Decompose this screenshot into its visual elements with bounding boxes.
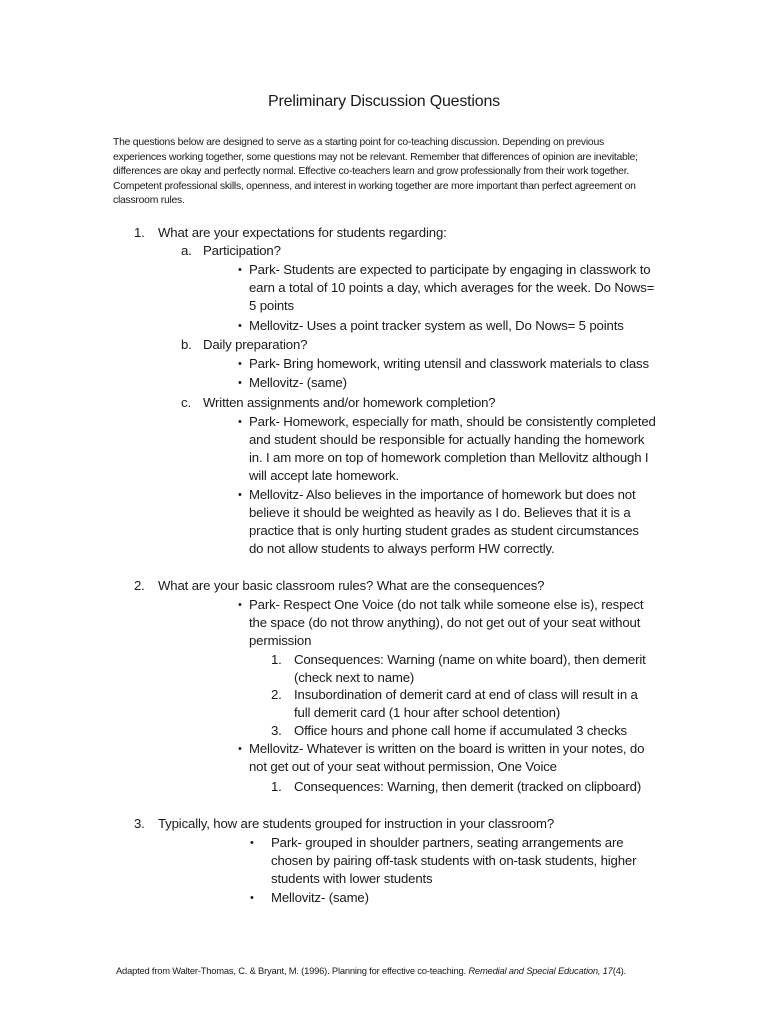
citation-footer [116, 965, 676, 976]
citation-text: Adapted from Walter-Thomas, C. & Bryant, M. (1996). Planning for effective co-teaching. [116, 965, 469, 976]
q1-b-text: Daily preparation? [203, 337, 308, 352]
q2-cons-3: Office hours and phone call home if accumulated 3 checks [294, 723, 627, 738]
question-1-number: 1. [134, 225, 145, 240]
bullet-icon: • [238, 377, 242, 389]
bullet-icon: • [238, 320, 242, 332]
q1-a-text: Participation? [203, 243, 281, 258]
document-title: Preliminary Discussion Questions [268, 93, 500, 110]
bullet-icon: • [238, 358, 242, 370]
bullet-icon: • [238, 489, 242, 501]
q2-cons-2: Insubordination of demerit card at end of class will result in a full demerit card (1 hour after school detention) [294, 687, 638, 720]
q3-mellovitz: Mellovitz- (same) [271, 890, 369, 905]
question-2-number: 2. [134, 578, 145, 593]
citation-journal: Remedial and Special Education, 17 [468, 965, 613, 976]
q1-c-text: Written assignments and/or homework completion? [203, 395, 496, 410]
q2-cons-4-number: 1. [271, 779, 282, 794]
citation-issue: (4). [612, 965, 626, 976]
question-1-text: What are your expectations for students regarding: [158, 225, 447, 240]
q2-mellovitz: Mellovitz- Whatever is written on the board is written in your notes, do not get out of your seat without permission, One Voice [249, 741, 645, 774]
q2-cons-3-number: 3. [271, 723, 282, 738]
bullet-icon: • [250, 892, 254, 904]
bullet-icon: • [250, 837, 254, 849]
q1-b-park: Park- Bring homework, writing utensil and classwork materials to class [249, 356, 649, 371]
q1-a-mellovitz: Mellovitz- Uses a point tracker system as well, Do Nows= 5 points [249, 318, 624, 333]
bullet-icon: • [238, 743, 242, 755]
q1-c-letter: c. [181, 395, 191, 410]
q2-park: Park- Respect One Voice (do not talk while someone else is), respect the space (do not throw anything), do not get out of your seat without permission [249, 597, 644, 648]
q2-cons-1-number: 1. [271, 652, 282, 667]
bullet-icon: • [238, 416, 242, 428]
question-3-text: Typically, how are students grouped for instruction in your classroom? [158, 816, 555, 831]
bullet-icon: • [238, 264, 242, 276]
q1-a-letter: a. [181, 243, 192, 258]
q1-c-mellovitz: Mellovitz- Also believes in the importance of homework but does not believe it should be weighted as heavily as I do. Believes that it is a practice that is only hurting student grades as student circumstances do not allow students to always perform HW correctly. [249, 487, 639, 556]
q2-cons-1: Consequences: Warning (name on white board), then demerit (check next to name) [294, 652, 646, 685]
question-2-text: What are your basic classroom rules? What are the consequences? [158, 578, 545, 593]
q2-cons-4: Consequences: Warning, then demerit (tracked on clipboard) [294, 779, 642, 794]
q2-cons-2-number: 2. [271, 687, 282, 702]
q1-a-park: Park- Students are expected to participate by engaging in classwork to earn a total of 10 points a day, which averages for the week. Do Nows= 5 points [249, 262, 655, 313]
q1-b-letter: b. [181, 337, 192, 352]
question-3-number: 3. [134, 816, 145, 831]
q1-b-mellovitz: Mellovitz- (same) [249, 375, 347, 390]
bullet-icon: • [238, 599, 242, 611]
q3-park: Park- grouped in shoulder partners, seating arrangements are chosen by pairing off-task students with on-task students, higher students with lower students [271, 835, 637, 886]
q1-c-park: Park- Homework, especially for math, should be consistently completed and student should be responsible for actually handing the homework in. I am more on top of homework completion than Mellovitz although I will accept late homework. [249, 414, 656, 483]
intro-paragraph: The questions below are designed to serve as a starting point for co-teaching discussion. Depending on previous experiences working together, some questions may not be relevant. Remember that differences of opinion are inevitable; differences are okay and perfectly normal. Effective co-teachers learn and grow professionally from their work together. Competent professional skills, openness, and interest in working together are more important than perfect agreement on classroom rules. [113, 137, 638, 207]
